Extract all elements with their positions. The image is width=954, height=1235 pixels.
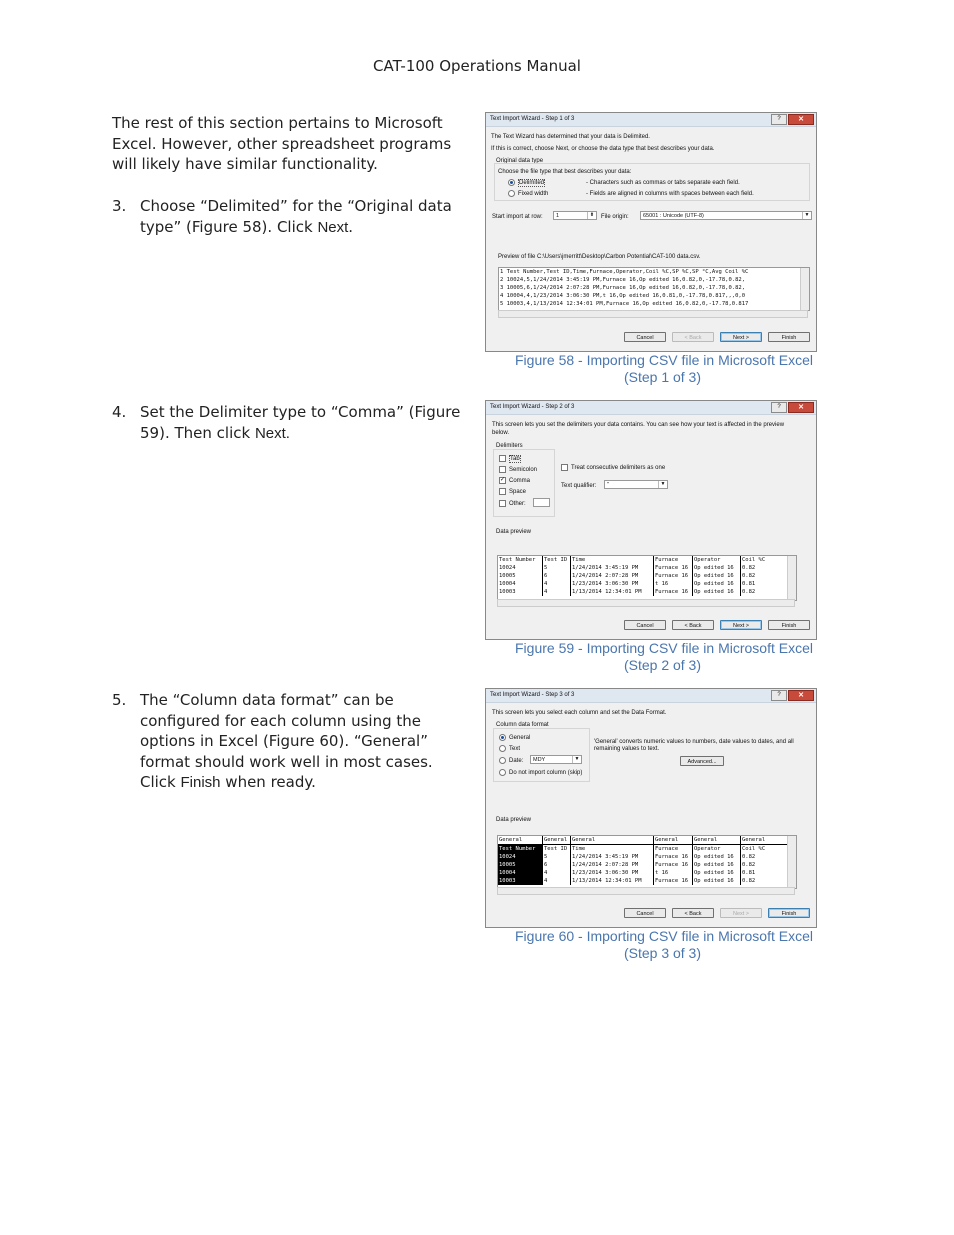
table-cell: 0.82 [741,877,788,885]
radio-label: Do not import column (skip) [509,770,583,777]
dialog-title: Text Import Wizard - Step 1 of 3 [490,116,575,122]
table-cell: 1/23/2014 3:06:30 PM [571,580,654,588]
finish-button[interactable]: Finish [768,620,810,630]
checkbox-label: Other: [509,501,526,508]
step-line: type” (Figure 58). Click [140,217,318,236]
start-row-input[interactable] [553,211,597,220]
step-line: Choose “Delimited” for the “Original data [140,197,452,215]
column-header[interactable]: General [498,836,543,845]
next-button[interactable]: Next > [720,332,762,342]
table-cell: 10024 [498,564,543,572]
file-origin-value: 65001 : Unicode (UTF-8) [643,213,704,219]
help-button[interactable]: ? [771,402,787,413]
radio-icon [499,769,506,776]
table-cell: 1/23/2014 3:06:30 PM [571,869,654,877]
table-cell: Coil %C [741,845,788,854]
table-cell: t 16 [654,580,693,588]
table-cell: Op edited 16 [693,861,741,869]
step-line: Set the Delimiter type to “Comma” (Figure [140,403,461,421]
checkbox-icon [499,488,506,495]
table-cell: Test ID [543,845,571,854]
close-button[interactable]: ✕ [788,402,814,413]
skip-radio[interactable] [499,769,582,776]
table-cell: 5 [543,853,571,861]
table-cell: Furnace 16 [654,861,693,869]
file-origin-label: File origin: [601,214,629,220]
table-cell: Furnace 16 [654,853,693,861]
checkbox-label: Treat consecutive delimiters as one [571,465,666,472]
step-line: The “Column data format” can be [140,691,394,709]
table-cell: Op edited 16 [693,564,741,572]
table-cell: Op edited 16 [693,572,741,580]
step-line: options in Excel (Figure 60). “General” [140,732,428,751]
caption-line: (Step 2 of 3) [623,657,702,673]
column-header[interactable]: General [654,836,693,845]
table-cell: Furnace 16 [654,877,693,885]
checkbox-label: Semicolon [509,467,538,474]
preview-row: 3 10005,6,1/24/2014 2:07:28 PM,Furnace 16,Op edited 16,0.82,0,-17.78,0.82, [500,285,746,291]
back-button[interactable]: < Back [672,908,714,918]
dialog-intro: This screen lets you set the delimiters your data contains. You can see how your text is affected in the preview [492,422,785,428]
radio-icon [508,179,515,186]
intro-line: The rest of this section pertains to Microsoft [112,114,443,132]
group-label: Original data type [496,158,544,164]
table-cell: 0.82 [741,588,788,596]
table-row [498,564,788,572]
table-row [498,877,788,885]
column-header[interactable]: General [741,836,788,845]
data-preview[interactable] [497,555,797,601]
comma-checkbox[interactable] [499,477,530,484]
table-row [498,845,788,854]
dialog-titlebar [486,689,816,703]
table-cell: 0.81 [741,580,788,588]
vertical-scrollbar[interactable] [787,556,796,600]
advanced-button[interactable]: Advanced... [680,756,724,766]
close-button[interactable]: ✕ [788,690,814,701]
table-cell: 0.82 [741,572,788,580]
table-cell: 0.82 [741,564,788,572]
table-cell: Test ID [543,556,571,564]
date-format-value: MDY [533,757,546,763]
table-cell: Test Number [498,845,543,854]
text-import-wizard-step1 [485,112,817,352]
radio-icon [499,745,506,752]
table-cell: 4 [543,877,571,885]
table-cell: 1/24/2014 2:07:28 PM [571,572,654,580]
horizontal-scrollbar[interactable] [498,310,808,318]
table-cell: Op edited 16 [693,580,741,588]
figure-caption [486,928,813,962]
table-cell: 0.81 [741,869,788,877]
horizontal-scrollbar[interactable] [497,599,795,607]
dialog-intro: This screen lets you select each column and set the Data Format. [492,710,667,716]
next-button[interactable]: Next > [720,620,762,630]
next-button[interactable]: Next > [720,908,762,918]
table-cell: Furnace [654,556,693,564]
table-cell: 1/13/2014 12:34:01 PM [571,588,654,596]
table-row [498,853,788,861]
table-row [498,861,788,869]
date-format-select[interactable] [530,755,582,764]
table-cell: 10005 [498,861,543,869]
consecutive-checkbox[interactable] [561,464,665,471]
step-line: format should work well in most cases. [140,752,433,771]
help-button[interactable]: ? [771,114,787,125]
text-import-wizard-step3 [485,688,817,928]
column-header[interactable]: General [571,836,654,845]
table-header-row [498,836,788,845]
checkbox-label: Comma [509,478,531,485]
help-button[interactable]: ? [771,690,787,701]
back-button[interactable]: < Back [672,332,714,342]
group-label: Delimiters [496,443,523,449]
intro-line: will likely have similar functionality. [112,155,378,174]
caption-line: Figure 60 - Importing CSV file in Microsoft Excel [515,928,813,944]
semicolon-checkbox[interactable] [499,466,537,473]
step-line: configured for each column using the [140,711,421,730]
checkbox-icon [499,500,506,507]
table-cell: Coil %C [741,556,788,564]
next-keyword: Next [317,218,349,236]
radio-label: General [509,735,531,742]
step-line: Click [140,773,181,792]
table-cell: 4 [543,869,571,877]
column-header[interactable]: General [693,836,741,845]
qualifier-label: Text qualifier: [561,483,597,489]
preview-row: 4 10004,4,1/23/2014 3:06:30 PM,t 16,Op edited 16,0.81,0,-17.78,0.817,,,0,0 [500,293,746,299]
figure-caption [486,640,813,674]
table-row [498,588,788,596]
data-preview-table [498,556,788,596]
step-number: 3. [112,197,127,215]
caption-line: (Step 1 of 3) [623,369,702,385]
table-cell: 6 [543,572,571,580]
caption-line: (Step 3 of 3) [623,945,702,961]
table-row [498,556,788,564]
table-cell: Furnace [654,845,693,854]
dialog-intro: If this is correct, choose Next, or choose the data type that best describes your data. [491,146,715,152]
radio-label: Date: [509,758,524,765]
table-cell: Operator [693,556,741,564]
table-cell: Op edited 16 [693,869,741,877]
option-delimited[interactable] [508,179,545,186]
intro-paragraph [112,113,451,175]
back-button[interactable]: < Back [672,620,714,630]
figure-caption [486,352,813,386]
table-row [498,572,788,580]
table-cell: Time [571,845,654,854]
chevron-down-icon[interactable]: ▼ [572,756,581,763]
caption-line: Figure 58 - Importing CSV file in Microsoft Excel [515,352,813,368]
text-radio[interactable] [499,745,520,752]
vertical-scrollbar[interactable] [787,836,796,888]
dialog-intro: below. [492,430,510,436]
step-4 [112,402,472,447]
step-tail: when ready. [220,773,316,792]
table-cell: 1/24/2014 2:07:28 PM [571,861,654,869]
space-checkbox[interactable] [499,488,526,495]
table-cell: Operator [693,845,741,854]
dialog-titlebar [486,113,816,127]
option-desc: - Characters such as commas or tabs separate each field. [586,180,740,186]
preview-label: Data preview [496,529,532,535]
table-cell: 0.82 [741,853,788,861]
preview-label: Data preview [496,817,532,823]
radio-icon [499,757,506,764]
checkbox-label: Tab [510,456,520,463]
table-cell: 0.82 [741,861,788,869]
option-desc: - Fields are aligned in columns with spaces between each field. [586,191,754,197]
finish-button[interactable]: Finish [768,908,810,918]
step-tail: . [348,217,354,236]
radio-icon [499,734,506,741]
next-keyword: Next. [254,424,290,442]
cancel-button[interactable]: Cancel [624,620,666,630]
cancel-button[interactable]: Cancel [624,908,666,918]
finish-button[interactable]: Finish [768,332,810,342]
table-cell: 5 [543,564,571,572]
preview-row: 5 10003,4,1/13/2014 12:34:01 PM,Furnace 16,Op edited 16,0.82,0,-17.78,0.817 [500,301,749,307]
table-cell: Op edited 16 [693,877,741,885]
step-line: 59). Then click [140,423,255,442]
tab-checkbox[interactable] [499,455,521,462]
other-checkbox[interactable] [499,500,526,507]
qualifier-value: " [607,482,609,488]
group-label: Column data format [496,722,549,728]
table-cell: 10005 [498,572,543,580]
date-radio[interactable] [499,757,523,764]
step-number: 4. [112,403,127,421]
option-label: Fixed width [518,191,549,198]
data-preview-table [498,836,788,885]
general-radio[interactable] [499,734,530,741]
dialog-intro: The Text Wizard has determined that your data is Delimited. [491,134,650,140]
text-qualifier-select[interactable] [604,480,668,489]
horizontal-scrollbar[interactable] [497,887,795,895]
chevron-down-icon[interactable]: ▼ [802,212,811,219]
table-cell: 10004 [498,580,543,588]
table-cell: 1/24/2014 3:45:19 PM [571,853,654,861]
file-origin-select[interactable] [640,211,812,220]
group-desc: Choose the file type that best describes your data: [498,169,632,175]
column-header[interactable]: General [543,836,571,845]
table-row [498,580,788,588]
table-cell: t 16 [654,869,693,877]
checkbox-icon [561,464,568,471]
general-note: remaining values to text. [594,746,660,752]
file-preview[interactable] [498,267,810,311]
option-fixed-width[interactable] [508,190,548,197]
intro-line: Excel. However, other spreadsheet programs [112,134,452,153]
step-number: 5. [112,691,127,709]
data-preview[interactable] [497,835,797,889]
finish-keyword: Finish [180,774,221,792]
dialog-titlebar [486,401,816,415]
other-input[interactable] [533,498,550,507]
option-label: Delimited [519,180,545,187]
preview-row: 1 Test Number,Test ID,Time,Furnace,Operator,Coil %C,SP %C,SP °C,Avg Coil %C [500,269,749,275]
table-cell: 1/13/2014 12:34:01 PM [571,877,654,885]
table-cell: Furnace 16 [654,572,693,580]
start-row-label: Start import at row: [492,214,543,220]
table-cell: Op edited 16 [693,588,741,596]
table-cell: 10004 [498,869,543,877]
check-icon: ✓ [500,477,506,483]
text-import-wizard-step2 [485,400,817,640]
chevron-down-icon[interactable]: ▼ [658,481,667,488]
vertical-scrollbar[interactable] [800,268,809,310]
table-cell: 6 [543,861,571,869]
radio-icon [508,190,515,197]
table-cell: Time [571,556,654,564]
table-cell: 4 [543,580,571,588]
general-note: 'General' converts numeric values to numbers, date values to dates, and all [594,739,794,745]
table-cell: Furnace 16 [654,588,693,596]
step-5 [112,690,472,800]
table-cell: 1/24/2014 3:45:19 PM [571,564,654,572]
preview-row: 2 10024,5,1/24/2014 3:45:19 PM,Furnace 16,Op edited 16,0.82,0,-17.78,0.82, [500,277,746,283]
page-header: CAT-100 Operations Manual [373,57,581,75]
table-cell: 4 [543,588,571,596]
dialog-title: Text Import Wizard - Step 3 of 3 [490,692,575,698]
step-3 [112,196,472,241]
spinner-icon[interactable]: ⬍ [587,212,596,219]
table-cell: Furnace 16 [654,564,693,572]
table-cell: 10024 [498,853,543,861]
table-row [498,869,788,877]
dialog-title: Text Import Wizard - Step 2 of 3 [490,404,575,410]
table-cell: Op edited 16 [693,853,741,861]
checkbox-icon [499,455,506,462]
caption-line: Figure 59 - Importing CSV file in Microsoft Excel [515,640,813,656]
radio-label: Text [509,746,521,753]
table-cell: 10003 [498,877,543,885]
checkbox-label: Space [509,489,527,496]
preview-label: Preview of file C:\Users\jmerritt\Desktop\Carbon Potential\CAT-100 data.csv. [498,254,701,260]
cancel-button[interactable]: Cancel [624,332,666,342]
table-cell: 10003 [498,588,543,596]
start-row-value: 1 [556,213,560,219]
table-cell: Test Number [498,556,543,564]
checkbox-icon [499,466,506,473]
close-button[interactable]: ✕ [788,114,814,125]
